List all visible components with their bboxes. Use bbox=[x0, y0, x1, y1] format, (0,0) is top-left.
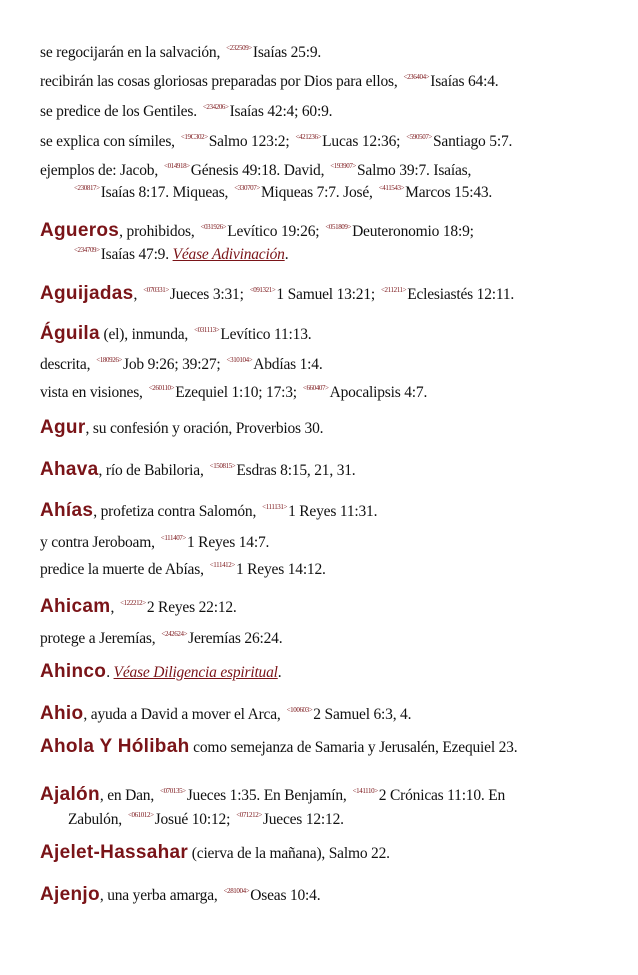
verse-ref-code: <111412> bbox=[209, 561, 235, 569]
verse-ref-code: <100603> bbox=[286, 706, 313, 714]
entry-text: descrita, bbox=[40, 356, 91, 373]
entry-continuation-line bbox=[40, 528, 620, 553]
entry-text: , profetiza contra Salomón, bbox=[93, 503, 257, 520]
entry-line bbox=[40, 497, 620, 522]
verse-ref-code: <031113> bbox=[194, 326, 220, 334]
entry-text: Santiago 5:7. bbox=[432, 133, 513, 150]
entry-line bbox=[40, 662, 620, 683]
entry-text: , su confesión y oración, Proverbios 30. bbox=[85, 420, 324, 437]
verse-ref-code: <330707> bbox=[234, 184, 260, 192]
entry-text: , bbox=[110, 599, 115, 616]
see-also-link[interactable]: Véase Diligencia espiritual bbox=[113, 664, 278, 681]
entry-line bbox=[40, 280, 620, 305]
entry-line bbox=[40, 881, 620, 906]
entry-text: , prohibidos, bbox=[119, 223, 195, 240]
entry-continuation-line bbox=[68, 805, 620, 830]
entry-text: 1 Reyes 11:31. bbox=[288, 503, 378, 520]
verse-ref-code: <230817> bbox=[74, 184, 100, 192]
verse-ref-code: <014918> bbox=[164, 162, 190, 170]
entry-line bbox=[40, 843, 620, 864]
verse-ref-code: <19C302> bbox=[180, 133, 208, 141]
verse-ref-code: <070331> bbox=[143, 286, 169, 294]
verse-ref-code: <180926> bbox=[96, 356, 122, 364]
entry-continuation-line bbox=[40, 378, 620, 403]
entry-text: 2 Reyes 22:12. bbox=[146, 599, 237, 616]
entry-text: como semejanza de Samaria y Jerusalén, Ezequiel 23. bbox=[189, 739, 518, 756]
entry-text: se explica con símiles, bbox=[40, 133, 175, 150]
entry-continuation-line bbox=[40, 555, 620, 580]
entry-text: Zabulón, bbox=[68, 811, 122, 828]
entry-headword: Ahicam bbox=[40, 596, 111, 617]
entry-text: , bbox=[133, 286, 138, 303]
entry-headword: Agueros bbox=[40, 220, 120, 241]
entry-text: Lucas 12:36; bbox=[322, 133, 401, 150]
entry-line bbox=[40, 217, 620, 242]
see-also-link[interactable]: Véase Adivinación bbox=[172, 246, 285, 263]
entry-text: Oseas 10:4. bbox=[250, 887, 321, 904]
entry-headword: Ajelet-Hassahar bbox=[40, 842, 189, 863]
verse-ref-code: <141110> bbox=[352, 787, 378, 795]
entry-headword: Águila bbox=[40, 323, 100, 344]
verse-ref-code: <281004> bbox=[223, 887, 250, 895]
entry-text: Eclesiastés 12:11. bbox=[407, 286, 515, 303]
entry-text: vista en visiones, bbox=[40, 384, 143, 401]
entry-text: Miqueas 7:7. José, bbox=[260, 184, 373, 201]
entry-line bbox=[40, 418, 620, 439]
verse-ref-code: <590507> bbox=[406, 133, 432, 141]
entry-text: Génesis 49:18. David, bbox=[190, 162, 325, 179]
entry-text: Isaías 25:9. bbox=[252, 44, 322, 61]
entry-continuation-line bbox=[40, 624, 620, 649]
verse-ref-code: <193907> bbox=[330, 162, 356, 170]
entry-continuation-line bbox=[40, 67, 620, 92]
verse-ref-code: <061012> bbox=[127, 811, 154, 819]
entry-text: Isaías 64:4. bbox=[430, 73, 499, 90]
verse-ref-code: <232509> bbox=[226, 44, 252, 52]
verse-ref-code: <660407> bbox=[302, 384, 329, 392]
entry-text: Marcos 15:43. bbox=[405, 184, 493, 201]
verse-ref-code: <411543> bbox=[378, 184, 405, 192]
verse-ref-code: <091321> bbox=[249, 286, 276, 294]
verse-ref-code: <260110> bbox=[148, 384, 175, 392]
entry-continuation-line bbox=[68, 240, 620, 265]
entry-headword: Ajenjo bbox=[40, 884, 100, 905]
verse-ref-code: <310104> bbox=[226, 356, 253, 364]
entry-line bbox=[40, 700, 620, 725]
verse-ref-code: <111407> bbox=[160, 534, 186, 542]
entry-text: Jeremías 26:24. bbox=[188, 630, 283, 647]
entry-text: Isaías 8:17. Miqueas, bbox=[100, 184, 229, 201]
verse-ref-code: <242624> bbox=[161, 630, 188, 638]
entry-continuation-line bbox=[40, 97, 620, 122]
entry-text: ejemplos de: Jacob, bbox=[40, 162, 159, 179]
entry-text: , en Dan, bbox=[99, 787, 155, 804]
entry-headword: Ahava bbox=[40, 459, 99, 480]
entry-line bbox=[40, 456, 620, 481]
entry-text: Job 9:26; 39:27; bbox=[122, 356, 221, 373]
entry-headword: Ahola Y Hólibah bbox=[40, 736, 190, 757]
entry-text: Levítico 11:13. bbox=[220, 326, 312, 343]
entry-text: Jueces 3:31; bbox=[169, 286, 244, 303]
entry-text: . bbox=[277, 664, 282, 681]
verse-ref-code: <421236> bbox=[295, 133, 322, 141]
entry-text: Jueces 1:35. En Benjamín, bbox=[186, 787, 347, 804]
entry-line bbox=[40, 737, 620, 758]
verse-ref-code: <150815> bbox=[209, 462, 236, 470]
entry-text: , una yerba amarga, bbox=[99, 887, 218, 904]
entry-continuation-line bbox=[40, 350, 620, 375]
entry-text: (cierva de la mañana), Salmo 22. bbox=[188, 845, 390, 862]
entry-text: Deuteronomio 18:9; bbox=[352, 223, 474, 240]
entry-text: , río de Babiloria, bbox=[98, 462, 204, 479]
verse-ref-code: <070135> bbox=[160, 787, 186, 795]
entry-line bbox=[40, 593, 620, 618]
entry-headword: Ahías bbox=[40, 500, 94, 521]
entry-text: 1 Samuel 13:21; bbox=[276, 286, 375, 303]
entry-text: se regocijarán en la salvación, bbox=[40, 44, 221, 61]
entry-headword: Ajalón bbox=[40, 784, 100, 805]
entry-headword: Ahio bbox=[40, 703, 84, 724]
entry-headword: Agur bbox=[40, 417, 86, 438]
entry-text: (el), inmunda, bbox=[99, 326, 189, 343]
entry-text: Salmo 39:7. Isaías, bbox=[356, 162, 472, 179]
entry-continuation-line bbox=[40, 38, 620, 63]
entry-text: Apocalipsis 4:7. bbox=[329, 384, 428, 401]
verse-ref-code: <122212> bbox=[120, 599, 146, 607]
entry-text: , ayuda a David a mover el Arca, bbox=[83, 706, 281, 723]
entry-text: . bbox=[106, 664, 114, 681]
entry-text: 2 Crónicas 11:10. En bbox=[378, 787, 506, 804]
entry-text: se predice de los Gentiles. bbox=[40, 103, 197, 120]
entry-continuation-line bbox=[68, 178, 620, 203]
entry-headword: Ahinco bbox=[40, 661, 107, 682]
entry-text: protege a Jeremías, bbox=[40, 630, 156, 647]
entry-text: Esdras 8:15, 21, 31. bbox=[236, 462, 356, 479]
entry-text: 1 Reyes 14:7. bbox=[186, 534, 270, 551]
verse-ref-code: <111131> bbox=[262, 503, 288, 511]
entry-line bbox=[40, 781, 620, 806]
verse-ref-code: <071212> bbox=[236, 811, 262, 819]
entry-text: predice la muerte de Abías, bbox=[40, 561, 204, 578]
entry-text: Abdías 1:4. bbox=[253, 356, 323, 373]
verse-ref-code: <031926> bbox=[200, 223, 227, 231]
entry-text: y contra Jeroboam, bbox=[40, 534, 155, 551]
entry-text: Ezequiel 1:10; 17:3; bbox=[175, 384, 297, 401]
entry-text: 2 Samuel 6:3, 4. bbox=[313, 706, 412, 723]
entry-text: Isaías 47:9. bbox=[100, 246, 173, 263]
entry-headword: Aguijadas bbox=[40, 283, 134, 304]
entry-text: . bbox=[284, 246, 289, 263]
entry-text: recibirán las cosas gloriosas preparadas por Dios para ellos, bbox=[40, 73, 398, 90]
entry-text: Salmo 123:2; bbox=[208, 133, 290, 150]
entry-continuation-line bbox=[40, 127, 620, 152]
entry-text: Isaías 42:4; 60:9. bbox=[229, 103, 333, 120]
verse-ref-code: <236404> bbox=[403, 73, 430, 81]
verse-ref-code: <051809> bbox=[325, 223, 352, 231]
verse-ref-code: <211211> bbox=[381, 286, 407, 294]
verse-ref-code: <234709> bbox=[74, 246, 100, 254]
verse-ref-code: <234206> bbox=[202, 103, 229, 111]
entry-text: Levítico 19:26; bbox=[227, 223, 320, 240]
entry-text: 1 Reyes 14:12. bbox=[235, 561, 326, 578]
entry-text: Jueces 12:12. bbox=[262, 811, 344, 828]
entry-text: Josué 10:12; bbox=[154, 811, 231, 828]
entry-line bbox=[40, 320, 620, 345]
